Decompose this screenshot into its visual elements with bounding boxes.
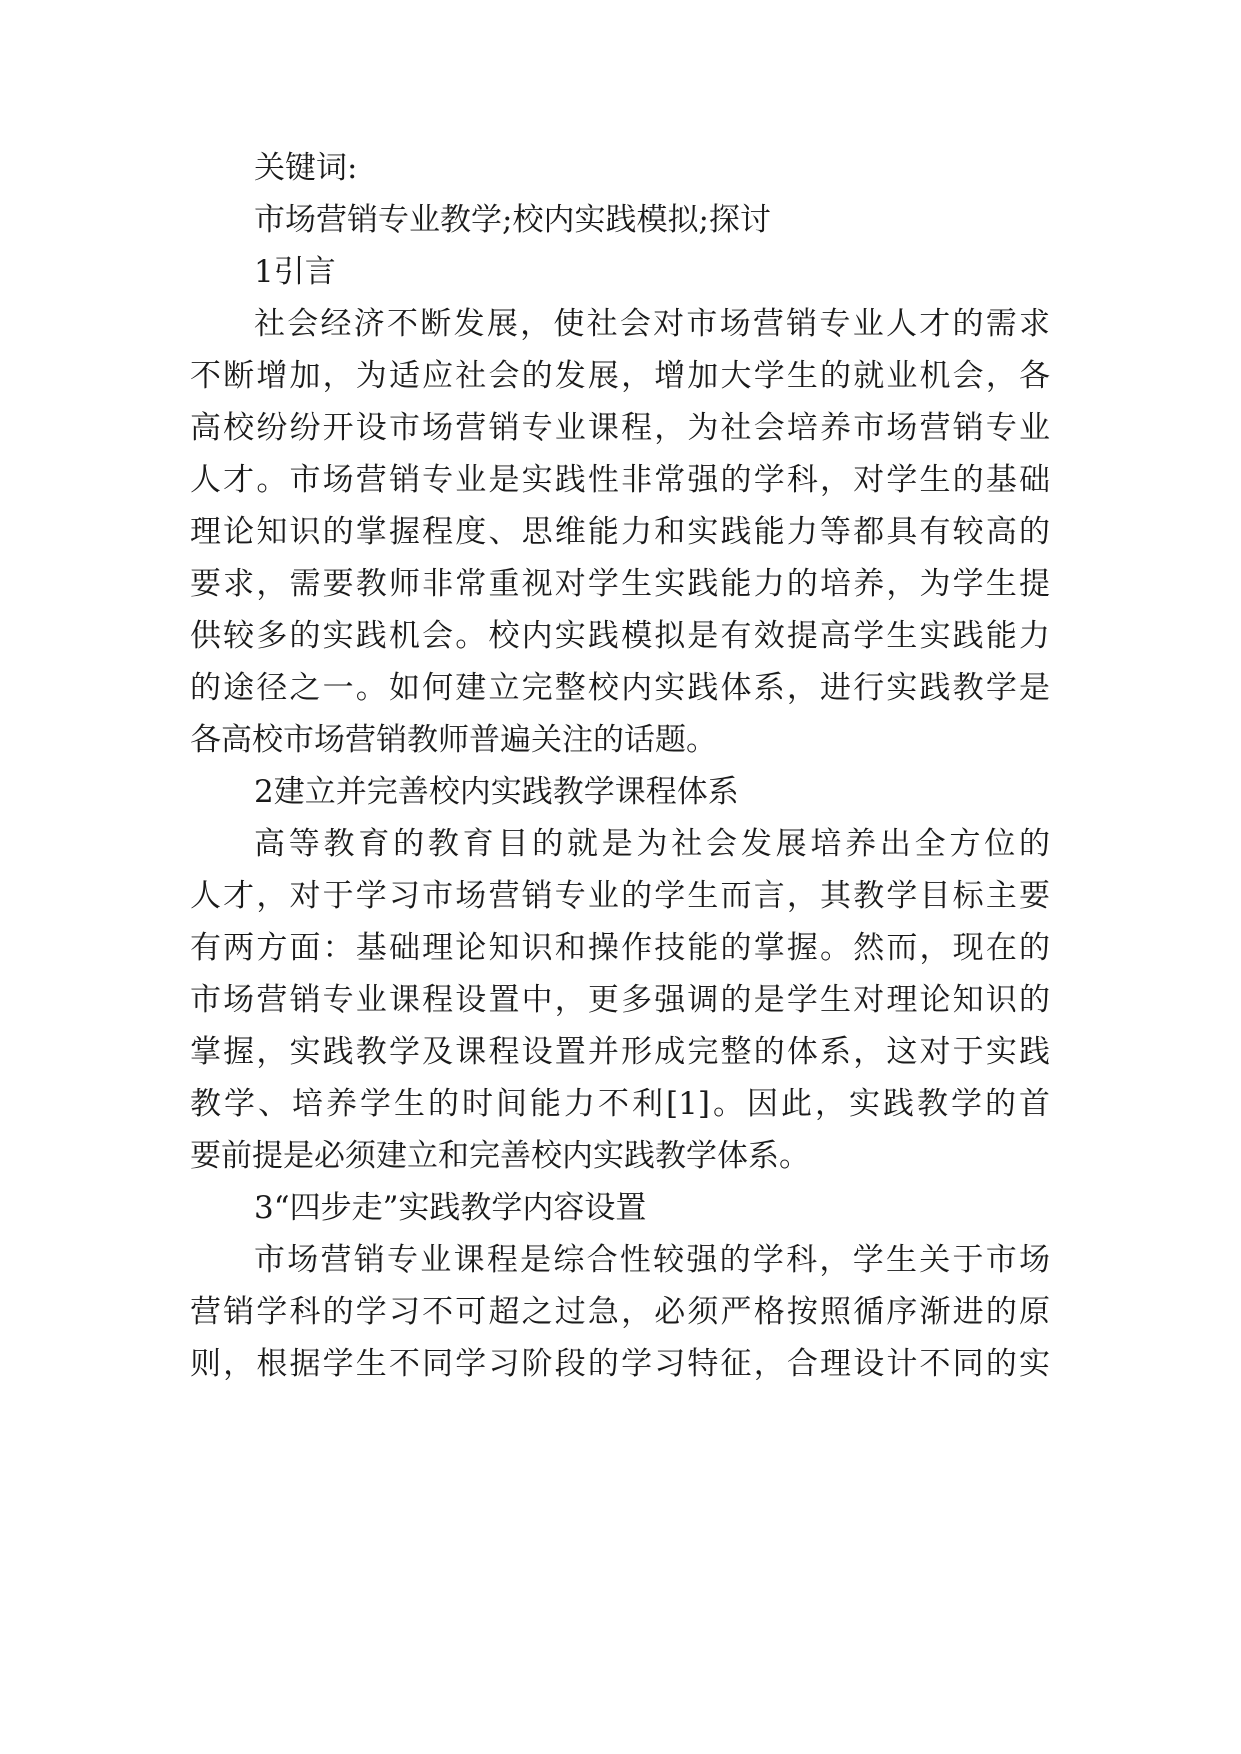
paragraph-line: 理论知识的掌握程度、思维能力和实践能力等都具有较高的	[190, 514, 1050, 550]
paragraph-line: 掌握，实践教学及课程设置并形成完整的体系，这对于实践	[190, 1034, 1050, 1070]
paragraph-line: 则，根据学生不同学习阶段的学习特征，合理设计不同的实	[190, 1346, 1050, 1382]
paragraph-line: 要前提是必须建立和完善校内实践教学体系。	[190, 1138, 810, 1174]
paragraph-line: 社会经济不断发展，使社会对市场营销专业人才的需求	[254, 306, 1050, 342]
section-heading-intro: 1引言	[254, 254, 336, 290]
paragraph-line: 市场营销专业课程设置中，更多强调的是学生对理论知识的	[190, 982, 1050, 1018]
paragraph-line: 要求，需要教师非常重视对学生实践能力的培养，为学生提	[190, 566, 1050, 602]
section-heading-four-steps: 3“四步走”实践教学内容设置	[254, 1190, 647, 1226]
keywords-label: 关键词:	[254, 150, 358, 186]
paragraph-line: 市场营销专业课程是综合性较强的学科，学生关于市场	[254, 1242, 1050, 1278]
paragraph-line: 不断增加，为适应社会的发展，增加大学生的就业机会，各	[190, 358, 1050, 394]
paragraph-line: 教学、培养学生的时间能力不利[1]。因此，实践教学的首	[190, 1086, 1050, 1122]
paragraph-line: 有两方面：基础理论知识和操作技能的掌握。然而，现在的	[190, 930, 1050, 966]
section-heading-curriculum: 2建立并完善校内实践教学课程体系	[254, 774, 739, 810]
paragraph-line: 高校纷纷开设市场营销专业课程，为社会培养市场营销专业	[190, 410, 1050, 446]
paragraph-line: 各高校市场营销教师普遍关注的话题。	[190, 722, 717, 758]
paragraph-line: 高等教育的教育目的就是为社会发展培养出全方位的	[254, 826, 1050, 862]
paragraph-line: 营销学科的学习不可超之过急，必须严格按照循序渐进的原	[190, 1294, 1050, 1330]
paragraph-line: 供较多的实践机会。校内实践模拟是有效提高学生实践能力	[190, 618, 1050, 654]
paragraph-line: 的途径之一。如何建立完整校内实践体系，进行实践教学是	[190, 670, 1050, 706]
paragraph-line: 人才，对于学习市场营销专业的学生而言，其教学目标主要	[190, 878, 1050, 914]
keywords: 市场营销专业教学;校内实践模拟;探讨	[254, 202, 771, 238]
paragraph-line: 人才。市场营销专业是实践性非常强的学科，对学生的基础	[190, 462, 1050, 498]
